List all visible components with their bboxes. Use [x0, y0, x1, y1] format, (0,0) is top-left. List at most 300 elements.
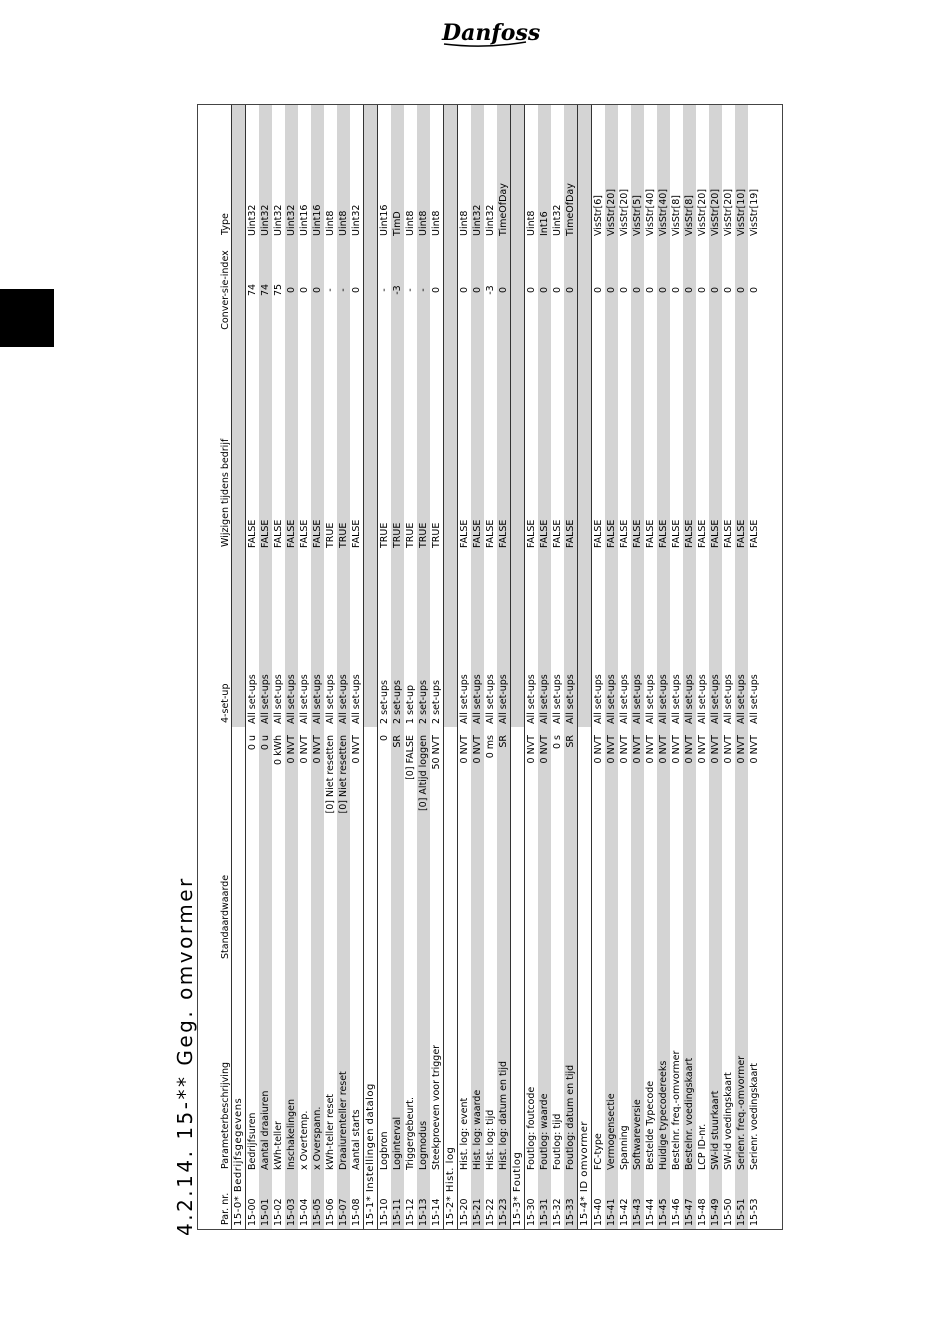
- cell-par-nr: 15-04: [299, 1198, 310, 1226]
- cell-change-running: FALSE: [631, 341, 644, 551]
- group-header-row: [444, 105, 458, 1229]
- table-row: [748, 105, 761, 1229]
- cell-setup: All set-ups: [657, 551, 670, 727]
- group-fill-cell: [444, 551, 458, 727]
- table-row: [657, 105, 670, 1229]
- cell-par-nr: 15-07: [337, 1173, 350, 1229]
- cell-default: 0 NVT: [749, 735, 760, 764]
- cell-conversion: 0: [645, 286, 656, 294]
- cell-default: 0 NVT: [735, 727, 748, 963]
- cell-par-nr: 15-47: [683, 1173, 696, 1229]
- header-default: Standaardwaarde: [220, 874, 231, 959]
- cell-type: VisStr[20]: [605, 105, 618, 239]
- header-change-running: Wijzigen tijdens bedrijf: [220, 438, 231, 547]
- cell-conversion: 0: [431, 286, 442, 294]
- cell-change-running: FALSE: [311, 341, 324, 551]
- cell-type: VisStr[20]: [723, 188, 734, 236]
- cell-description: Serienr. voedingskaart: [749, 1063, 760, 1170]
- cell-par-nr: 15-14: [431, 1198, 442, 1226]
- group-label: 15-4* ID omvormer: [578, 727, 592, 1229]
- cell-default: 0 NVT: [538, 727, 551, 963]
- cell-change-running: FALSE: [749, 519, 760, 548]
- cell-conversion: 0: [538, 239, 551, 341]
- cell-type: VisStr[20]: [709, 105, 722, 239]
- table-row: [618, 105, 631, 1229]
- cell-type: Uint8: [337, 105, 350, 239]
- cell-par-nr: 15-13: [417, 1173, 430, 1229]
- rotated-table-container: [198, 105, 783, 1229]
- cell-default: 0 NVT: [645, 735, 656, 764]
- cell-setup: All set-ups: [645, 674, 656, 724]
- cell-change-running: FALSE: [247, 519, 258, 548]
- cell-setup: 2 set-ups: [431, 679, 442, 724]
- cell-conversion: 0: [723, 286, 734, 294]
- cell-par-nr: 15-03: [285, 1173, 298, 1229]
- cell-setup: All set-ups: [485, 674, 496, 724]
- cell-type: Uint32: [351, 204, 362, 236]
- cell-par-nr: 15-33: [564, 1173, 578, 1229]
- cell-conversion: -: [379, 288, 390, 292]
- cell-default: 0 NVT: [471, 727, 484, 963]
- cell-setup: 1 set-up: [405, 684, 416, 724]
- table-row: [709, 105, 722, 1229]
- table-row: [525, 105, 539, 1229]
- table-row: [696, 105, 709, 1229]
- cell-conversion: 0: [683, 239, 696, 341]
- table-row: [670, 105, 683, 1229]
- header-description: Parameterbeschrijving: [220, 1062, 231, 1169]
- table-row: [404, 105, 417, 1229]
- cell-setup: 2 set-ups: [379, 679, 390, 724]
- table-row: [644, 105, 657, 1229]
- cell-conversion: 0: [471, 239, 484, 341]
- cell-change-running: FALSE: [709, 341, 722, 551]
- table-header-row: [198, 105, 232, 1229]
- table-row: [337, 105, 350, 1229]
- cell-description: SW-id stuurkaart: [709, 963, 722, 1173]
- cell-setup: All set-ups: [619, 674, 630, 724]
- group-fill-cell: [511, 551, 525, 727]
- cell-default: 0 NVT: [605, 727, 618, 963]
- cell-conversion: -: [417, 239, 430, 341]
- cell-type: VisStr[6]: [593, 195, 604, 236]
- cell-default: 0 NVT: [285, 727, 298, 963]
- cell-default: [0] Niet resetten: [337, 727, 350, 963]
- cell-par-nr: 15-12: [405, 1198, 416, 1226]
- cell-description: Triggergebeurt.: [405, 1096, 416, 1170]
- cell-setup: All set-ups: [471, 551, 484, 727]
- cell-default: [0] Altijd loggen: [417, 727, 430, 963]
- group-fill-cell: [232, 341, 246, 551]
- cell-type: Uint16: [311, 105, 324, 239]
- cell-setup: All set-ups: [459, 674, 470, 724]
- cell-par-nr: 15-08: [351, 1198, 362, 1226]
- cell-par-nr: 15-11: [391, 1173, 404, 1229]
- cell-default: SR: [391, 727, 404, 963]
- cell-description: Softwareversie: [631, 963, 644, 1173]
- cell-conversion: -: [405, 288, 416, 292]
- cell-type: VisStr[40]: [657, 105, 670, 239]
- cell-description: Aantal draaiuren: [259, 963, 272, 1173]
- cell-conversion: 0: [526, 286, 537, 294]
- cell-setup: All set-ups: [497, 551, 511, 727]
- cell-conversion: 0: [351, 286, 362, 294]
- group-fill-cell: [232, 105, 246, 239]
- cell-conversion: 0: [311, 239, 324, 341]
- group-fill-cell: [232, 239, 246, 341]
- cell-default: SR: [564, 727, 578, 963]
- group-fill-cell: [578, 239, 592, 341]
- cell-default: 0 NVT: [459, 735, 470, 764]
- cell-change-running: FALSE: [526, 519, 537, 548]
- cell-setup: All set-ups: [605, 551, 618, 727]
- cell-conversion: 0: [459, 286, 470, 294]
- cell-description: Serienr. freq.-omvormer: [735, 963, 748, 1173]
- cell-setup: All set-ups: [325, 674, 336, 724]
- cell-type: Uint8: [526, 210, 537, 236]
- cell-default: [0] FALSE: [405, 735, 416, 780]
- cell-setup: All set-ups: [311, 551, 324, 727]
- table-row: [631, 105, 644, 1229]
- cell-change-running: TRUE: [337, 341, 350, 551]
- cell-change-running: FALSE: [564, 341, 578, 551]
- cell-change-running: FALSE: [605, 341, 618, 551]
- table-row: [391, 105, 404, 1229]
- cell-description: x Overspann.: [311, 963, 324, 1173]
- cell-par-nr: 15-00: [247, 1198, 258, 1226]
- table-row: [551, 105, 564, 1229]
- cell-type: TimD: [391, 105, 404, 239]
- cell-par-nr: 15-30: [526, 1198, 537, 1226]
- table-row: [722, 105, 735, 1229]
- cell-description: Bestelnr. freq.-omvormer: [671, 1050, 682, 1170]
- logo-text: Danfoss: [442, 20, 541, 46]
- cell-description: Aantal starts: [351, 1109, 362, 1170]
- cell-default: 50 NVT: [431, 735, 442, 770]
- cell-par-nr: 15-05: [311, 1173, 324, 1229]
- cell-type: Uint8: [405, 210, 416, 236]
- cell-description: Foutlog: tijd: [552, 1113, 563, 1170]
- cell-conversion: -3: [391, 239, 404, 341]
- cell-change-running: FALSE: [485, 519, 496, 548]
- table-row: [311, 105, 324, 1229]
- cell-par-nr: 15-51: [735, 1173, 748, 1229]
- group-fill-cell: [578, 105, 592, 239]
- cell-default: 0 NVT: [683, 727, 696, 963]
- group-fill-cell: [511, 105, 525, 239]
- cell-description: Inschakelingen: [285, 963, 298, 1173]
- cell-setup: All set-ups: [593, 674, 604, 724]
- cell-change-running: FALSE: [723, 519, 734, 548]
- group-label: 15-1* Instellingen datalog: [364, 727, 378, 1229]
- cell-change-running: TRUE: [379, 522, 390, 548]
- cell-conversion: 75: [273, 283, 284, 297]
- group-fill-cell: [578, 341, 592, 551]
- cell-default: 0 NVT: [723, 735, 734, 764]
- cell-conversion: -: [325, 288, 336, 292]
- cell-default: 0 NVT: [299, 735, 310, 764]
- cell-default: 0 NVT: [657, 727, 670, 963]
- cell-type: Uint8: [459, 210, 470, 236]
- cell-change-running: TRUE: [405, 522, 416, 548]
- group-fill-cell: [364, 239, 378, 341]
- cell-setup: All set-ups: [683, 551, 696, 727]
- chapter-side-tab: [0, 289, 54, 347]
- cell-description: x Overtemp.: [299, 1110, 310, 1170]
- cell-par-nr: 15-46: [671, 1198, 682, 1226]
- group-header-row: [364, 105, 378, 1229]
- cell-type: Uint32: [285, 105, 298, 239]
- cell-type: TimeOfDay: [564, 105, 578, 239]
- cell-type: VisStr[8]: [671, 195, 682, 236]
- cell-setup: All set-ups: [247, 674, 258, 724]
- cell-setup: All set-ups: [552, 674, 563, 724]
- cell-default: 0 NVT: [709, 727, 722, 963]
- cell-description: SW-id voedingskaart: [723, 1072, 734, 1170]
- parameter-table: [198, 105, 761, 1229]
- cell-conversion: 0: [552, 286, 563, 294]
- cell-setup: All set-ups: [631, 551, 644, 727]
- cell-par-nr: 15-01: [259, 1173, 272, 1229]
- cell-setup: All set-ups: [337, 551, 350, 727]
- header-setup: 4-set-up: [220, 683, 231, 723]
- group-fill-cell: [511, 341, 525, 551]
- cell-setup: All set-ups: [671, 674, 682, 724]
- group-fill-cell: [364, 341, 378, 551]
- cell-type: Uint8: [325, 210, 336, 236]
- cell-description: Hist. log: waarde: [471, 963, 484, 1173]
- table-row: [497, 105, 511, 1229]
- table-row: [538, 105, 551, 1229]
- cell-par-nr: 15-41: [605, 1173, 618, 1229]
- group-header-row: [578, 105, 592, 1229]
- cell-conversion: 0: [285, 239, 298, 341]
- cell-description: Steekproeven voor trigger: [431, 1044, 442, 1170]
- cell-change-running: FALSE: [593, 519, 604, 548]
- cell-default: [0] Niet resetten: [325, 735, 336, 814]
- cell-type: Uint32: [247, 204, 258, 236]
- cell-default: 0: [379, 735, 390, 742]
- header-type: Type: [220, 213, 231, 235]
- table-row: [324, 105, 337, 1229]
- table-row: [272, 105, 285, 1229]
- table-row: [592, 105, 606, 1229]
- table-row: [683, 105, 696, 1229]
- group-header-row: [232, 105, 246, 1229]
- group-label: 15-0* Bedrijfsgegevens: [232, 727, 246, 1229]
- cell-description: Foutlog: waarde: [538, 963, 551, 1173]
- cell-type: TimeOfDay: [497, 105, 511, 239]
- table-row: [735, 105, 748, 1229]
- header-conversion: Conver-sie-index: [220, 250, 231, 330]
- cell-setup: All set-ups: [564, 551, 578, 727]
- cell-type: Uint32: [273, 204, 284, 236]
- group-header-row: [511, 105, 525, 1229]
- cell-change-running: FALSE: [671, 519, 682, 548]
- cell-change-running: TRUE: [391, 341, 404, 551]
- cell-change-running: FALSE: [657, 341, 670, 551]
- cell-conversion: 0: [619, 286, 630, 294]
- cell-type: VisStr[20]: [697, 188, 708, 236]
- cell-conversion: 74: [259, 239, 272, 341]
- cell-default: 0 NVT: [351, 735, 362, 764]
- cell-setup: All set-ups: [538, 551, 551, 727]
- cell-par-nr: 15-45: [657, 1173, 670, 1229]
- cell-par-nr: 15-23: [497, 1173, 511, 1229]
- cell-change-running: FALSE: [497, 341, 511, 551]
- cell-par-nr: 15-48: [697, 1198, 708, 1226]
- cell-conversion: 0: [299, 286, 310, 294]
- cell-type: Uint32: [471, 105, 484, 239]
- table-row: [605, 105, 618, 1229]
- cell-setup: All set-ups: [299, 674, 310, 724]
- cell-setup: All set-ups: [273, 674, 284, 724]
- cell-setup: All set-ups: [259, 551, 272, 727]
- group-fill-cell: [232, 551, 246, 727]
- cell-type: Uint32: [485, 204, 496, 236]
- cell-default: 0 NVT: [671, 735, 682, 764]
- cell-type: VisStr[10]: [735, 105, 748, 239]
- cell-setup: All set-ups: [723, 674, 734, 724]
- cell-conversion: 0: [671, 286, 682, 294]
- cell-conversion: 0: [749, 286, 760, 294]
- cell-description: kWh-teller: [273, 1121, 284, 1170]
- cell-description: Spanning: [619, 1125, 630, 1170]
- cell-conversion: 0: [735, 239, 748, 341]
- table-row: [484, 105, 497, 1229]
- cell-default: 0 NVT: [697, 735, 708, 764]
- cell-description: FC-type: [593, 1133, 604, 1170]
- table-row: [378, 105, 392, 1229]
- cell-change-running: FALSE: [351, 519, 362, 548]
- cell-description: kWh-teller reset: [325, 1093, 336, 1170]
- cell-par-nr: 15-50: [723, 1198, 734, 1226]
- cell-setup: 2 set-ups: [417, 551, 430, 727]
- group-fill-cell: [364, 551, 378, 727]
- cell-conversion: 0: [657, 239, 670, 341]
- group-fill-cell: [364, 105, 378, 239]
- cell-par-nr: 15-42: [619, 1198, 630, 1226]
- cell-change-running: FALSE: [459, 519, 470, 548]
- cell-setup: All set-ups: [697, 674, 708, 724]
- cell-default: SR: [497, 727, 511, 963]
- cell-change-running: FALSE: [552, 519, 563, 548]
- cell-par-nr: 15-02: [273, 1198, 284, 1226]
- cell-conversion: 74: [247, 283, 258, 297]
- cell-par-nr: 15-10: [379, 1198, 390, 1226]
- cell-par-nr: 15-31: [538, 1173, 551, 1229]
- cell-change-running: FALSE: [619, 519, 630, 548]
- header-par-nr: Par. nr.: [220, 1192, 231, 1225]
- cell-setup: All set-ups: [526, 674, 537, 724]
- group-fill-cell: [444, 239, 458, 341]
- group-fill-cell: [444, 341, 458, 551]
- cell-change-running: FALSE: [299, 519, 310, 548]
- cell-setup: 2 set-ups: [391, 551, 404, 727]
- cell-setup: All set-ups: [749, 674, 760, 724]
- cell-description: Bedrijfsuren: [247, 1112, 258, 1170]
- cell-change-running: FALSE: [538, 341, 551, 551]
- cell-default: 0 NVT: [526, 735, 537, 764]
- cell-default: 0 NVT: [619, 735, 630, 764]
- cell-description: Loginterval: [391, 963, 404, 1173]
- cell-conversion: 0: [564, 239, 578, 341]
- cell-description: Foutlog: datum en tijd: [564, 963, 578, 1173]
- cell-setup: All set-ups: [709, 551, 722, 727]
- cell-description: Bestelde Typecode: [645, 1080, 656, 1170]
- group-fill-cell: [444, 105, 458, 239]
- cell-conversion: -3: [485, 285, 496, 295]
- cell-default: 0 NVT: [593, 735, 604, 764]
- cell-conversion: 0: [697, 286, 708, 294]
- table-row: [471, 105, 484, 1229]
- cell-default: 0 kWh: [273, 735, 284, 765]
- cell-change-running: TRUE: [417, 341, 430, 551]
- cell-type: VisStr[20]: [619, 188, 630, 236]
- cell-conversion: 0: [709, 239, 722, 341]
- cell-type: Uint32: [552, 204, 563, 236]
- cell-change-running: FALSE: [285, 341, 298, 551]
- cell-setup: All set-ups: [285, 551, 298, 727]
- cell-type: Uint8: [431, 210, 442, 236]
- cell-description: Vermogensectie: [605, 963, 618, 1173]
- cell-default: 0 s: [552, 735, 563, 750]
- table-body: [232, 105, 762, 1229]
- cell-default: 0 u: [247, 735, 258, 751]
- cell-default: 0 NVT: [631, 727, 644, 963]
- cell-description: Huidige typecodereeks: [657, 963, 670, 1173]
- cell-type: VisStr[40]: [645, 188, 656, 236]
- cell-conversion: 0: [631, 239, 644, 341]
- section-title: 4.2.14. 15-** Geg. omvormer: [173, 876, 197, 1236]
- cell-par-nr: 15-32: [552, 1198, 563, 1226]
- table-row: [350, 105, 364, 1229]
- cell-change-running: FALSE: [645, 519, 656, 548]
- cell-par-nr: 15-21: [471, 1173, 484, 1229]
- cell-conversion: -: [337, 239, 350, 341]
- cell-conversion: 0: [605, 239, 618, 341]
- cell-type: VisStr[8]: [683, 105, 696, 239]
- cell-type: Uint16: [299, 204, 310, 236]
- cell-type: Uint8: [417, 105, 430, 239]
- cell-conversion: 0: [593, 286, 604, 294]
- group-fill-cell: [578, 551, 592, 727]
- table-row: [417, 105, 430, 1229]
- cell-change-running: FALSE: [697, 519, 708, 548]
- cell-default: 0 u: [259, 727, 272, 963]
- group-fill-cell: [511, 239, 525, 341]
- cell-type: Uint32: [259, 105, 272, 239]
- cell-setup: All set-ups: [735, 551, 748, 727]
- cell-par-nr: 15-06: [325, 1198, 336, 1226]
- cell-description: Bestelnr. voedingskaart: [683, 963, 696, 1173]
- cell-default: 0 NVT: [311, 727, 324, 963]
- cell-description: Foutlog: foutcode: [526, 1086, 537, 1170]
- table-row: [564, 105, 578, 1229]
- table-row: [430, 105, 444, 1229]
- cell-description: Draaiurenteller reset: [337, 963, 350, 1173]
- cell-description: Hist. log: datum en tijd: [497, 963, 511, 1173]
- cell-conversion: 0: [497, 239, 511, 341]
- group-label: 15-3* Foutlog: [511, 727, 525, 1229]
- cell-description: LCP ID-nr.: [697, 1123, 708, 1170]
- cell-par-nr: 15-22: [485, 1198, 496, 1226]
- cell-change-running: TRUE: [325, 522, 336, 548]
- cell-default: 0 ms: [485, 735, 496, 759]
- cell-change-running: FALSE: [735, 341, 748, 551]
- cell-change-running: FALSE: [273, 519, 284, 548]
- cell-description: Hist. log: tijd: [485, 1109, 496, 1170]
